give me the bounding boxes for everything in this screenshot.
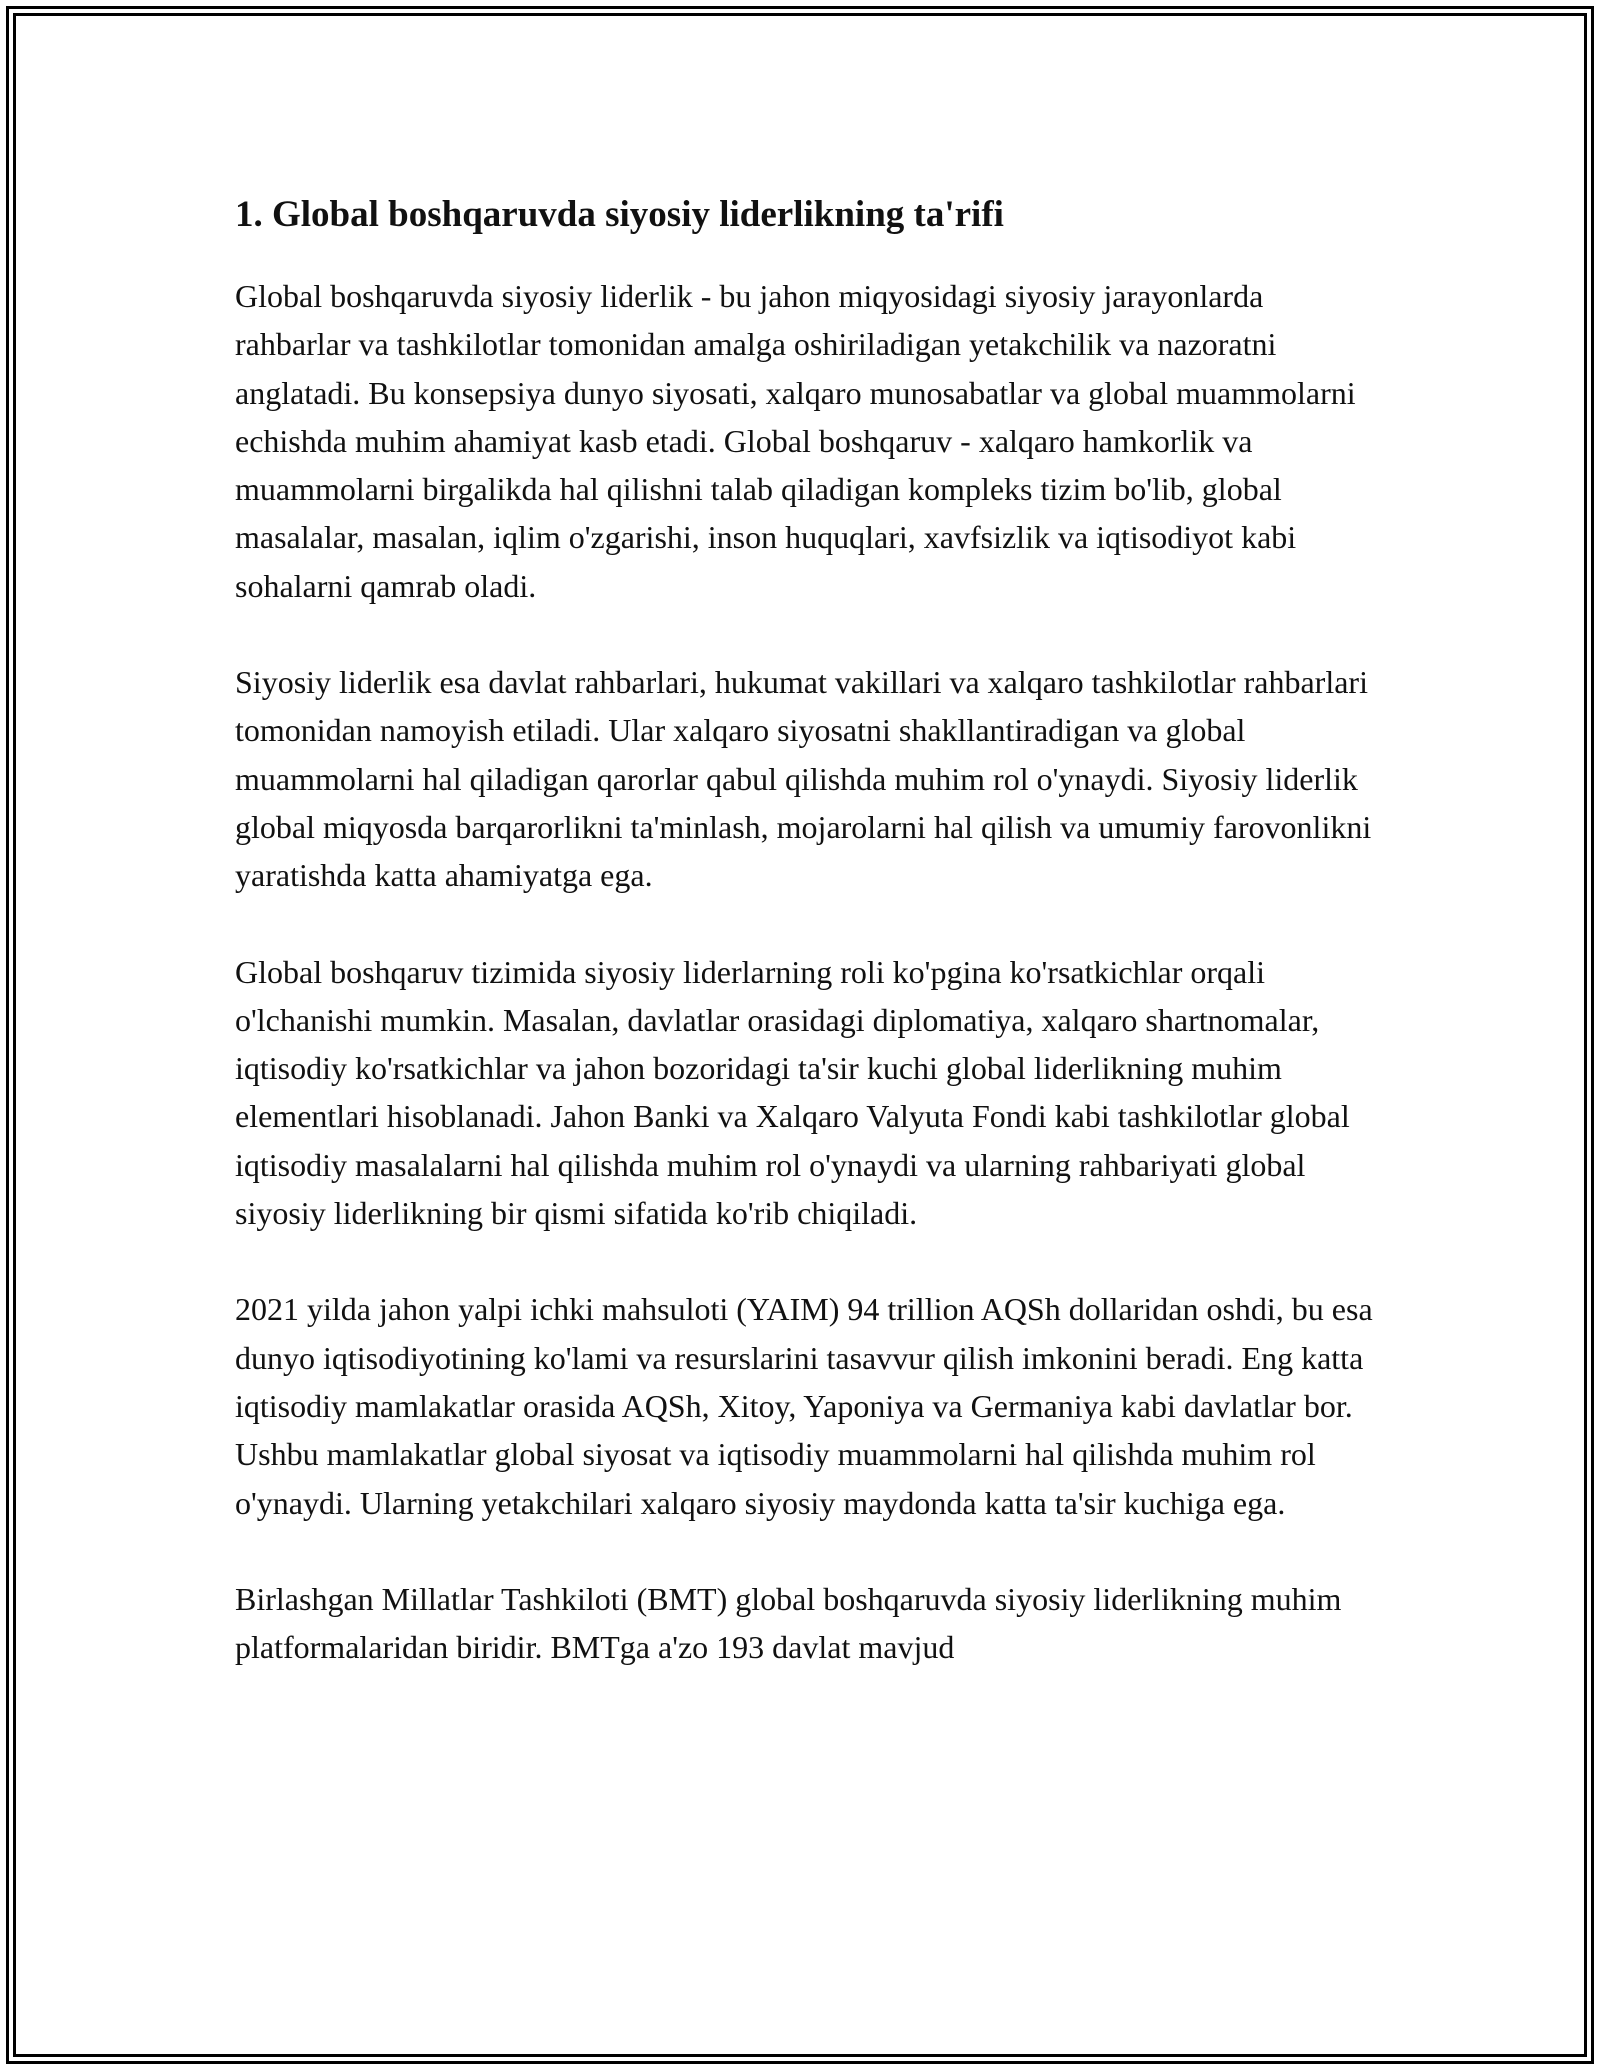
section-heading: 1. Global boshqaruvda siyosiy liderlikning ta'rifi	[235, 194, 1004, 235]
document-body	[235, 180, 1375, 1719]
paragraph-political-leadership: Siyosiy liderlik esa davlat rahbarlari, hukumat vakillari va xalqaro tashkilotlar rahbarlari tomonidan namoyish etiladi. Ular xalqaro siyosatni shakllantiradigan va global muammolarni hal qiladigan qarorlar qabul qilishda muhim rol o'ynaydi. Siyosiy liderlik global miqyosda barqarorlikni ta'minlash, mojarolarni hal qilish va umumiy farovonlikni yaratishda katta ahamiyatga ega.	[235, 664, 1372, 894]
paragraph-leaders-role: Global boshqaruv tizimida siyosiy liderlarning roli ko'pgina ko'rsatkichlar orqali o'lchanishi mumkin. Masalan, davlatlar orasidagi diplomatiya, xalqaro shartnomalar, iqtisodiy ko'rsatkichlar va jahon bozoridagi ta'sir kuchi global liderlikning muhim elementlari hisoblanadi. Jahon Banki va Xalqaro Valyuta Fondi kabi tashkilotlar global iqtisodiy masalalarni hal qilishda muhim rol o'ynaydi va ularning rahbariyati global siyosiy liderlikning bir qismi sifatida ko'rib chiqiladi.	[235, 953, 1350, 1232]
paragraph-united-nations: Birlashgan Millatlar Tashkiloti (BMT) global boshqaruvda siyosiy liderlikning muhim platformalaridan biridir. BMTga a'zo 193 davlat mavjud	[235, 1580, 1342, 1666]
paragraph-world-gdp: 2021 yilda jahon yalpi ichki mahsuloti (YAIM) 94 trillion AQSh dollaridan oshdi, bu esa dunyo iqtisodiyotining ko'lami va resurslarini tasavvur qilish imkonini beradi. Eng katta iqtisodiy mamlakatlar orasida AQSh, Xitoy, Yaponiya va Germaniya kabi davlatlar bor. Ushbu mamlakatlar global siyosat va iqtisodiy muammolarni hal qilishda muhim rol o'ynaydi. Ularning yetakchilari xalqaro siyosiy maydonda katta ta'sir kuchiga ega.	[235, 1291, 1373, 1521]
paragraph-definition: Global boshqaruvda siyosiy liderlik - bu jahon miqyosidagi siyosiy jarayonlarda rahbarlar va tashkilotlar tomonidan amalga oshiriladigan yetakchilik va nazoratni anglatadi. Bu konsepsiya dunyo siyosati, xalqaro munosabatlar va global muammolarni echishda muhim ahamiyat kasb etadi. Global boshqaruv - xalqaro hamkorlik va muammolarni birgalikda hal qilishni talab qiladigan kompleks tizim bo'lib, global masalalar, masalan, iqlim o'zgarishi, inson huquqlari, xavfsizlik va iqtisodiyot kabi sohalarni qamrab oladi.	[235, 278, 1356, 604]
